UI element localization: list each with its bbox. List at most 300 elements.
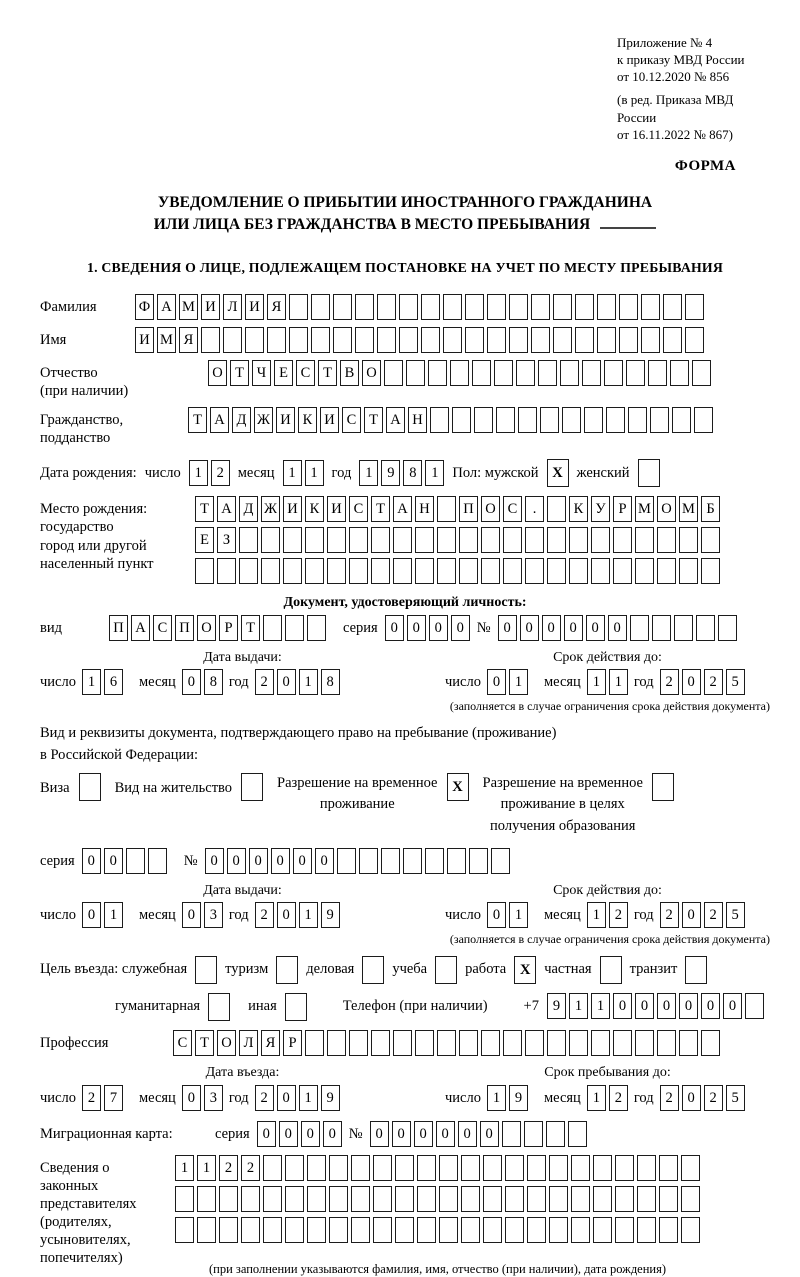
char-box[interactable] <box>197 1217 216 1243</box>
char-box[interactable]: 0 <box>293 848 312 874</box>
char-box[interactable] <box>525 1030 544 1056</box>
char-box[interactable] <box>261 558 280 584</box>
char-box[interactable] <box>674 615 693 641</box>
char-box[interactable] <box>481 1030 500 1056</box>
char-box[interactable] <box>245 327 264 353</box>
char-box[interactable] <box>337 848 356 874</box>
char-box[interactable]: О <box>197 615 216 641</box>
char-box[interactable]: К <box>569 496 588 522</box>
char-box[interactable] <box>718 615 737 641</box>
char-box[interactable] <box>696 615 715 641</box>
char-box[interactable]: Т <box>318 360 337 386</box>
char-box[interactable] <box>670 360 689 386</box>
char-box[interactable] <box>263 1155 282 1181</box>
char-box[interactable]: Л <box>239 1030 258 1056</box>
char-box[interactable]: 0 <box>370 1121 389 1147</box>
char-box[interactable]: 0 <box>520 615 539 641</box>
char-box[interactable] <box>175 1186 194 1212</box>
char-box[interactable]: 0 <box>279 1121 298 1147</box>
char-box[interactable]: Л <box>223 294 242 320</box>
char-box[interactable] <box>351 1186 370 1212</box>
char-box[interactable]: 0 <box>182 669 201 695</box>
char-box[interactable]: И <box>245 294 264 320</box>
char-box[interactable] <box>502 1121 521 1147</box>
char-box[interactable]: 0 <box>487 669 506 695</box>
char-box[interactable]: 0 <box>271 848 290 874</box>
char-box[interactable] <box>538 360 557 386</box>
char-box[interactable] <box>635 1030 654 1056</box>
char-box[interactable] <box>681 1186 700 1212</box>
char-box[interactable] <box>148 848 167 874</box>
char-box[interactable]: К <box>298 407 317 433</box>
char-box[interactable]: 0 <box>257 1121 276 1147</box>
char-box[interactable] <box>450 360 469 386</box>
char-box[interactable] <box>630 615 649 641</box>
char-box[interactable] <box>349 1030 368 1056</box>
char-box[interactable] <box>421 294 440 320</box>
char-box[interactable]: 2 <box>704 669 723 695</box>
char-box[interactable] <box>307 1186 326 1212</box>
char-box[interactable]: 5 <box>726 902 745 928</box>
char-box[interactable]: С <box>153 615 172 641</box>
char-box[interactable]: Т <box>371 496 390 522</box>
char-box[interactable] <box>487 327 506 353</box>
char-box[interactable] <box>359 848 378 874</box>
char-box[interactable] <box>481 558 500 584</box>
char-box[interactable] <box>329 1186 348 1212</box>
char-box[interactable] <box>584 407 603 433</box>
char-box[interactable] <box>219 1186 238 1212</box>
char-box[interactable] <box>701 527 720 553</box>
char-box[interactable]: О <box>362 360 381 386</box>
char-box[interactable] <box>635 527 654 553</box>
char-box[interactable] <box>679 527 698 553</box>
char-box[interactable] <box>329 1155 348 1181</box>
char-box[interactable]: 0 <box>682 669 701 695</box>
char-box[interactable]: Р <box>283 1030 302 1056</box>
char-box[interactable] <box>593 1186 612 1212</box>
char-box[interactable] <box>459 1030 478 1056</box>
char-box[interactable] <box>417 1155 436 1181</box>
char-box[interactable]: 0 <box>480 1121 499 1147</box>
char-box[interactable] <box>619 327 638 353</box>
char-box[interactable]: Т <box>195 496 214 522</box>
char-box[interactable]: 0 <box>182 1085 201 1111</box>
char-box[interactable]: 2 <box>241 1155 260 1181</box>
char-box[interactable]: 2 <box>609 902 628 928</box>
char-box[interactable]: 2 <box>609 1085 628 1111</box>
char-box[interactable]: И <box>135 327 154 353</box>
purpose-humanitarian-checkbox[interactable] <box>208 993 230 1021</box>
char-box[interactable] <box>657 527 676 553</box>
char-box[interactable]: 3 <box>204 1085 223 1111</box>
char-box[interactable]: 1 <box>609 669 628 695</box>
char-box[interactable]: М <box>179 294 198 320</box>
char-box[interactable]: Д <box>232 407 251 433</box>
char-box[interactable] <box>415 527 434 553</box>
char-box[interactable] <box>503 558 522 584</box>
purpose-official-checkbox[interactable] <box>195 956 217 984</box>
char-box[interactable]: 2 <box>704 1085 723 1111</box>
char-box[interactable] <box>175 1217 194 1243</box>
char-box[interactable] <box>307 1217 326 1243</box>
char-box[interactable]: 0 <box>436 1121 455 1147</box>
char-box[interactable] <box>685 294 704 320</box>
char-box[interactable]: Р <box>613 496 632 522</box>
char-box[interactable] <box>373 1186 392 1212</box>
char-box[interactable]: С <box>296 360 315 386</box>
char-box[interactable] <box>333 294 352 320</box>
char-box[interactable]: 0 <box>682 902 701 928</box>
char-box[interactable]: 6 <box>104 669 123 695</box>
char-box[interactable] <box>659 1155 678 1181</box>
char-box[interactable]: 0 <box>323 1121 342 1147</box>
char-box[interactable]: 8 <box>204 669 223 695</box>
char-box[interactable] <box>285 1186 304 1212</box>
char-box[interactable] <box>327 527 346 553</box>
char-box[interactable] <box>635 558 654 584</box>
char-box[interactable]: Я <box>267 294 286 320</box>
char-box[interactable]: 0 <box>613 993 632 1019</box>
char-box[interactable]: 1 <box>509 669 528 695</box>
char-box[interactable] <box>289 294 308 320</box>
char-box[interactable] <box>307 1155 326 1181</box>
char-box[interactable]: О <box>208 360 227 386</box>
char-box[interactable]: 2 <box>211 460 230 486</box>
char-box[interactable]: 1 <box>591 993 610 1019</box>
char-box[interactable]: М <box>157 327 176 353</box>
char-box[interactable]: 5 <box>726 669 745 695</box>
char-box[interactable]: 1 <box>487 1085 506 1111</box>
char-box[interactable] <box>263 1217 282 1243</box>
char-box[interactable] <box>393 527 412 553</box>
char-box[interactable]: Ж <box>254 407 273 433</box>
char-box[interactable] <box>443 294 462 320</box>
char-box[interactable] <box>483 1186 502 1212</box>
char-box[interactable] <box>518 407 537 433</box>
char-box[interactable] <box>613 527 632 553</box>
char-box[interactable] <box>641 294 660 320</box>
char-box[interactable] <box>425 848 444 874</box>
char-box[interactable] <box>659 1217 678 1243</box>
char-box[interactable] <box>527 1186 546 1212</box>
char-box[interactable] <box>355 327 374 353</box>
char-box[interactable]: Е <box>195 527 214 553</box>
char-box[interactable] <box>591 1030 610 1056</box>
char-box[interactable]: 5 <box>726 1085 745 1111</box>
purpose-private-checkbox[interactable] <box>600 956 622 984</box>
char-box[interactable] <box>505 1186 524 1212</box>
char-box[interactable] <box>505 1217 524 1243</box>
char-box[interactable] <box>593 1217 612 1243</box>
char-box[interactable]: 1 <box>175 1155 194 1181</box>
char-box[interactable] <box>333 327 352 353</box>
sex-male-checkbox[interactable]: X <box>547 459 569 487</box>
char-box[interactable] <box>406 360 425 386</box>
char-box[interactable] <box>650 407 669 433</box>
char-box[interactable] <box>399 327 418 353</box>
char-box[interactable] <box>637 1155 656 1181</box>
char-box[interactable]: 0 <box>429 615 448 641</box>
char-box[interactable]: П <box>459 496 478 522</box>
char-box[interactable]: И <box>201 294 220 320</box>
char-box[interactable] <box>126 848 145 874</box>
char-box[interactable] <box>626 360 645 386</box>
char-box[interactable] <box>615 1217 634 1243</box>
char-box[interactable] <box>679 558 698 584</box>
char-box[interactable]: С <box>503 496 522 522</box>
char-box[interactable] <box>349 558 368 584</box>
char-box[interactable]: 1 <box>82 669 101 695</box>
char-box[interactable]: 1 <box>587 669 606 695</box>
char-box[interactable]: 2 <box>255 1085 274 1111</box>
char-box[interactable] <box>549 1186 568 1212</box>
char-box[interactable] <box>525 558 544 584</box>
char-box[interactable]: М <box>679 496 698 522</box>
char-box[interactable]: 0 <box>407 615 426 641</box>
char-box[interactable] <box>239 527 258 553</box>
char-box[interactable] <box>540 407 559 433</box>
char-box[interactable] <box>571 1217 590 1243</box>
char-box[interactable] <box>547 558 566 584</box>
char-box[interactable] <box>663 294 682 320</box>
char-box[interactable] <box>672 407 691 433</box>
char-box[interactable] <box>443 327 462 353</box>
char-box[interactable] <box>465 327 484 353</box>
char-box[interactable] <box>430 407 449 433</box>
char-box[interactable] <box>549 1217 568 1243</box>
char-box[interactable]: 0 <box>608 615 627 641</box>
char-box[interactable] <box>351 1217 370 1243</box>
char-box[interactable]: 1 <box>569 993 588 1019</box>
char-box[interactable]: 9 <box>381 460 400 486</box>
char-box[interactable] <box>459 527 478 553</box>
char-box[interactable]: Т <box>195 1030 214 1056</box>
char-box[interactable]: А <box>386 407 405 433</box>
char-box[interactable] <box>355 294 374 320</box>
char-box[interactable] <box>283 527 302 553</box>
char-box[interactable] <box>461 1186 480 1212</box>
char-box[interactable]: 0 <box>277 669 296 695</box>
char-box[interactable]: 0 <box>679 993 698 1019</box>
char-box[interactable]: П <box>175 615 194 641</box>
char-box[interactable] <box>494 360 513 386</box>
char-box[interactable] <box>447 848 466 874</box>
char-box[interactable] <box>745 993 764 1019</box>
char-box[interactable]: 0 <box>385 615 404 641</box>
char-box[interactable] <box>547 527 566 553</box>
char-box[interactable]: Д <box>239 496 258 522</box>
char-box[interactable] <box>452 407 471 433</box>
char-box[interactable] <box>606 407 625 433</box>
char-box[interactable] <box>613 558 632 584</box>
char-box[interactable] <box>285 1155 304 1181</box>
temp-permit-edu-checkbox[interactable] <box>652 773 674 801</box>
char-box[interactable] <box>659 1186 678 1212</box>
char-box[interactable] <box>692 360 711 386</box>
char-box[interactable]: Ф <box>135 294 154 320</box>
char-box[interactable] <box>201 327 220 353</box>
char-box[interactable] <box>371 558 390 584</box>
char-box[interactable]: И <box>327 496 346 522</box>
char-box[interactable] <box>305 1030 324 1056</box>
char-box[interactable]: 1 <box>359 460 378 486</box>
char-box[interactable] <box>560 360 579 386</box>
char-box[interactable]: 1 <box>299 669 318 695</box>
char-box[interactable]: 2 <box>219 1155 238 1181</box>
char-box[interactable] <box>437 558 456 584</box>
char-box[interactable]: 0 <box>564 615 583 641</box>
char-box[interactable] <box>657 558 676 584</box>
char-box[interactable] <box>648 360 667 386</box>
char-box[interactable] <box>531 327 550 353</box>
char-box[interactable]: 2 <box>660 669 679 695</box>
char-box[interactable] <box>217 558 236 584</box>
char-box[interactable] <box>351 1155 370 1181</box>
char-box[interactable] <box>496 407 515 433</box>
char-box[interactable] <box>381 848 400 874</box>
char-box[interactable]: 0 <box>277 902 296 928</box>
char-box[interactable] <box>261 527 280 553</box>
char-box[interactable]: 0 <box>315 848 334 874</box>
char-box[interactable] <box>615 1186 634 1212</box>
char-box[interactable] <box>694 407 713 433</box>
char-box[interactable] <box>472 360 491 386</box>
char-box[interactable] <box>371 527 390 553</box>
char-box[interactable]: У <box>591 496 610 522</box>
char-box[interactable] <box>395 1217 414 1243</box>
char-box[interactable]: 0 <box>498 615 517 641</box>
char-box[interactable] <box>527 1155 546 1181</box>
char-box[interactable] <box>582 360 601 386</box>
char-box[interactable]: 0 <box>487 902 506 928</box>
char-box[interactable]: 8 <box>321 669 340 695</box>
char-box[interactable]: 0 <box>635 993 654 1019</box>
char-box[interactable] <box>569 527 588 553</box>
purpose-study-checkbox[interactable] <box>435 956 457 984</box>
char-box[interactable]: Ч <box>252 360 271 386</box>
char-box[interactable] <box>459 558 478 584</box>
char-box[interactable]: Т <box>188 407 207 433</box>
char-box[interactable] <box>437 527 456 553</box>
char-box[interactable] <box>628 407 647 433</box>
char-box[interactable] <box>641 327 660 353</box>
char-box[interactable]: П <box>109 615 128 641</box>
char-box[interactable]: 9 <box>547 993 566 1019</box>
purpose-other-checkbox[interactable] <box>285 993 307 1021</box>
char-box[interactable]: 2 <box>660 1085 679 1111</box>
char-box[interactable] <box>525 527 544 553</box>
sex-female-checkbox[interactable] <box>638 459 660 487</box>
char-box[interactable] <box>487 294 506 320</box>
char-box[interactable]: 0 <box>205 848 224 874</box>
char-box[interactable] <box>569 1030 588 1056</box>
char-box[interactable]: Е <box>274 360 293 386</box>
char-box[interactable] <box>681 1155 700 1181</box>
char-box[interactable] <box>553 327 572 353</box>
char-box[interactable] <box>393 558 412 584</box>
char-box[interactable]: 0 <box>451 615 470 641</box>
char-box[interactable] <box>373 1155 392 1181</box>
char-box[interactable]: З <box>217 527 236 553</box>
char-box[interactable] <box>415 1030 434 1056</box>
char-box[interactable]: 0 <box>249 848 268 874</box>
char-box[interactable] <box>685 327 704 353</box>
char-box[interactable] <box>195 558 214 584</box>
char-box[interactable]: И <box>320 407 339 433</box>
char-box[interactable]: 9 <box>321 1085 340 1111</box>
char-box[interactable] <box>377 327 396 353</box>
char-box[interactable]: А <box>131 615 150 641</box>
char-box[interactable] <box>474 407 493 433</box>
char-box[interactable]: 0 <box>586 615 605 641</box>
char-box[interactable]: 1 <box>587 902 606 928</box>
char-box[interactable] <box>395 1155 414 1181</box>
char-box[interactable] <box>619 294 638 320</box>
char-box[interactable] <box>481 527 500 553</box>
char-box[interactable] <box>575 294 594 320</box>
char-box[interactable]: 0 <box>227 848 246 874</box>
char-box[interactable] <box>307 615 326 641</box>
char-box[interactable]: 1 <box>104 902 123 928</box>
char-box[interactable] <box>527 1217 546 1243</box>
char-box[interactable]: Я <box>179 327 198 353</box>
char-box[interactable] <box>428 360 447 386</box>
char-box[interactable] <box>461 1155 480 1181</box>
char-box[interactable] <box>701 1030 720 1056</box>
char-box[interactable] <box>597 327 616 353</box>
char-box[interactable] <box>223 327 242 353</box>
char-box[interactable]: И <box>283 496 302 522</box>
char-box[interactable] <box>439 1186 458 1212</box>
char-box[interactable]: 9 <box>321 902 340 928</box>
char-box[interactable]: С <box>349 496 368 522</box>
char-box[interactable] <box>437 1030 456 1056</box>
char-box[interactable] <box>571 1186 590 1212</box>
char-box[interactable]: Я <box>261 1030 280 1056</box>
char-box[interactable] <box>503 1030 522 1056</box>
char-box[interactable] <box>349 527 368 553</box>
char-box[interactable]: С <box>342 407 361 433</box>
char-box[interactable]: 1 <box>299 902 318 928</box>
char-box[interactable] <box>241 1186 260 1212</box>
char-box[interactable]: 0 <box>701 993 720 1019</box>
char-box[interactable]: А <box>393 496 412 522</box>
char-box[interactable]: Ж <box>261 496 280 522</box>
char-box[interactable] <box>311 327 330 353</box>
char-box[interactable]: 2 <box>255 902 274 928</box>
char-box[interactable]: 0 <box>657 993 676 1019</box>
char-box[interactable] <box>597 294 616 320</box>
char-box[interactable] <box>509 327 528 353</box>
char-box[interactable] <box>681 1217 700 1243</box>
char-box[interactable] <box>311 294 330 320</box>
char-box[interactable] <box>461 1217 480 1243</box>
char-box[interactable] <box>417 1217 436 1243</box>
char-box[interactable] <box>241 1217 260 1243</box>
char-box[interactable]: 0 <box>542 615 561 641</box>
char-box[interactable] <box>483 1155 502 1181</box>
residence-permit-checkbox[interactable] <box>241 773 263 801</box>
char-box[interactable] <box>663 327 682 353</box>
char-box[interactable]: 0 <box>301 1121 320 1147</box>
char-box[interactable] <box>263 1186 282 1212</box>
char-box[interactable] <box>503 527 522 553</box>
char-box[interactable] <box>415 558 434 584</box>
char-box[interactable]: 3 <box>204 902 223 928</box>
char-box[interactable] <box>305 527 324 553</box>
char-box[interactable] <box>615 1155 634 1181</box>
